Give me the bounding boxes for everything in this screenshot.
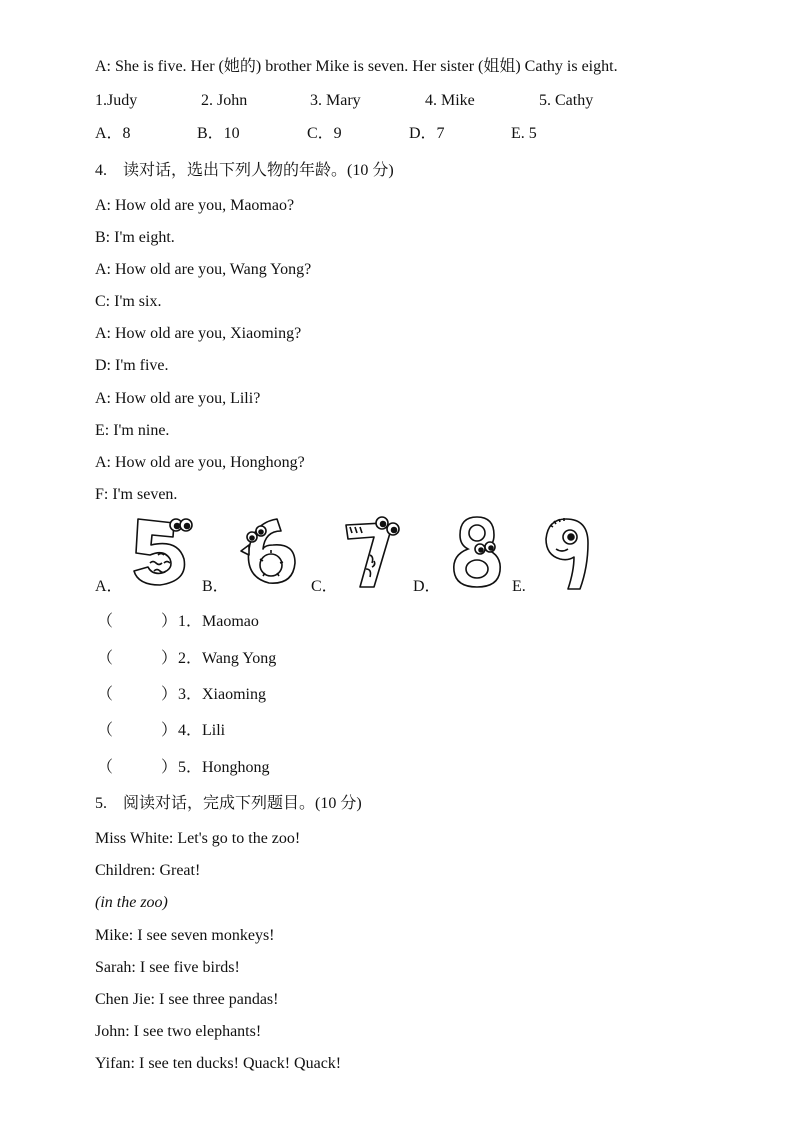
name-option-4: 4. Mike [425,92,475,109]
dialogue-line: A: How old are you, Lili? [95,390,261,407]
picture-label-b: B． [202,578,229,595]
zoo-dialogue-line: Mike: I see seven monkeys! [95,927,275,944]
zoo-dialogue-line: Chen Jie: I see three pandas! [95,991,279,1008]
picture-label-c: C． [311,578,338,595]
name-option-2: 2. John [201,92,248,109]
intro-line: A: She is five. Her (她的) brother Mike is seven. Her sister (姐姐) Cathy is eight. [95,58,618,75]
dialogue-line: A: How old are you, Xiaoming? [95,325,302,342]
number-nine-cartoon-icon [544,515,592,596]
zoo-dialogue-line: Miss White: Let's go to the zoo! [95,830,301,847]
dialogue-line: A: How old are you, Honghong? [95,454,305,471]
answer-item: 3．Xiaoming [178,686,266,703]
answer-item: 5．Honghong [178,759,270,776]
answer-blank[interactable]: （ ） [97,613,178,630]
answer-blank[interactable]: （ ） [97,650,178,667]
zoo-dialogue-line: Children: Great! [95,862,201,879]
stage-direction: (in the zoo) [95,894,168,911]
age-option-e: E. 5 [511,125,537,142]
number-seven-cartoon-icon [344,515,404,594]
name-option-1: 1.Judy [95,92,138,109]
dialogue-line: A: How old are you, Wang Yong? [95,261,312,278]
picture-label-e: E. [512,578,526,595]
dialogue-line: C: I'm six. [95,293,162,310]
age-option-d: D．7 [409,125,445,142]
answer-blank[interactable]: （ ） [97,759,178,776]
number-six-cartoon-icon [237,515,303,592]
question-4-title: 4. 读对话，选出下列人物的年龄。(10 分) [95,162,394,179]
dialogue-line: E: I'm nine. [95,422,170,439]
answer-item: 4．Lili [178,722,226,739]
number-eight-cartoon-icon [450,515,504,594]
number-five-cartoon-icon [130,515,196,592]
answer-blank[interactable]: （ ） [97,722,178,739]
age-option-b: B．10 [197,125,240,142]
age-option-c: C．9 [307,125,342,142]
zoo-dialogue-line: Sarah: I see five birds! [95,959,240,976]
zoo-dialogue-line: John: I see two elephants! [95,1023,262,1040]
answer-blank[interactable]: （ ） [97,686,178,703]
dialogue-line: F: I'm seven. [95,486,178,503]
dialogue-line: B: I'm eight. [95,229,175,246]
name-option-5: 5. Cathy [539,92,594,109]
answer-item: 1．Maomao [178,613,259,630]
dialogue-line: A: How old are you, Maomao? [95,197,295,214]
dialogue-line: D: I'm five. [95,357,169,374]
zoo-dialogue-line: Yifan: I see ten ducks! Quack! Quack! [95,1055,342,1072]
question-5-title: 5. 阅读对话，完成下列题目。(10 分) [95,795,362,812]
picture-label-d: D． [413,578,441,595]
answer-item: 2．Wang Yong [178,650,277,667]
name-option-3: 3. Mary [310,92,361,109]
age-option-a: A．8 [95,125,131,142]
picture-label-a: A． [95,578,123,595]
